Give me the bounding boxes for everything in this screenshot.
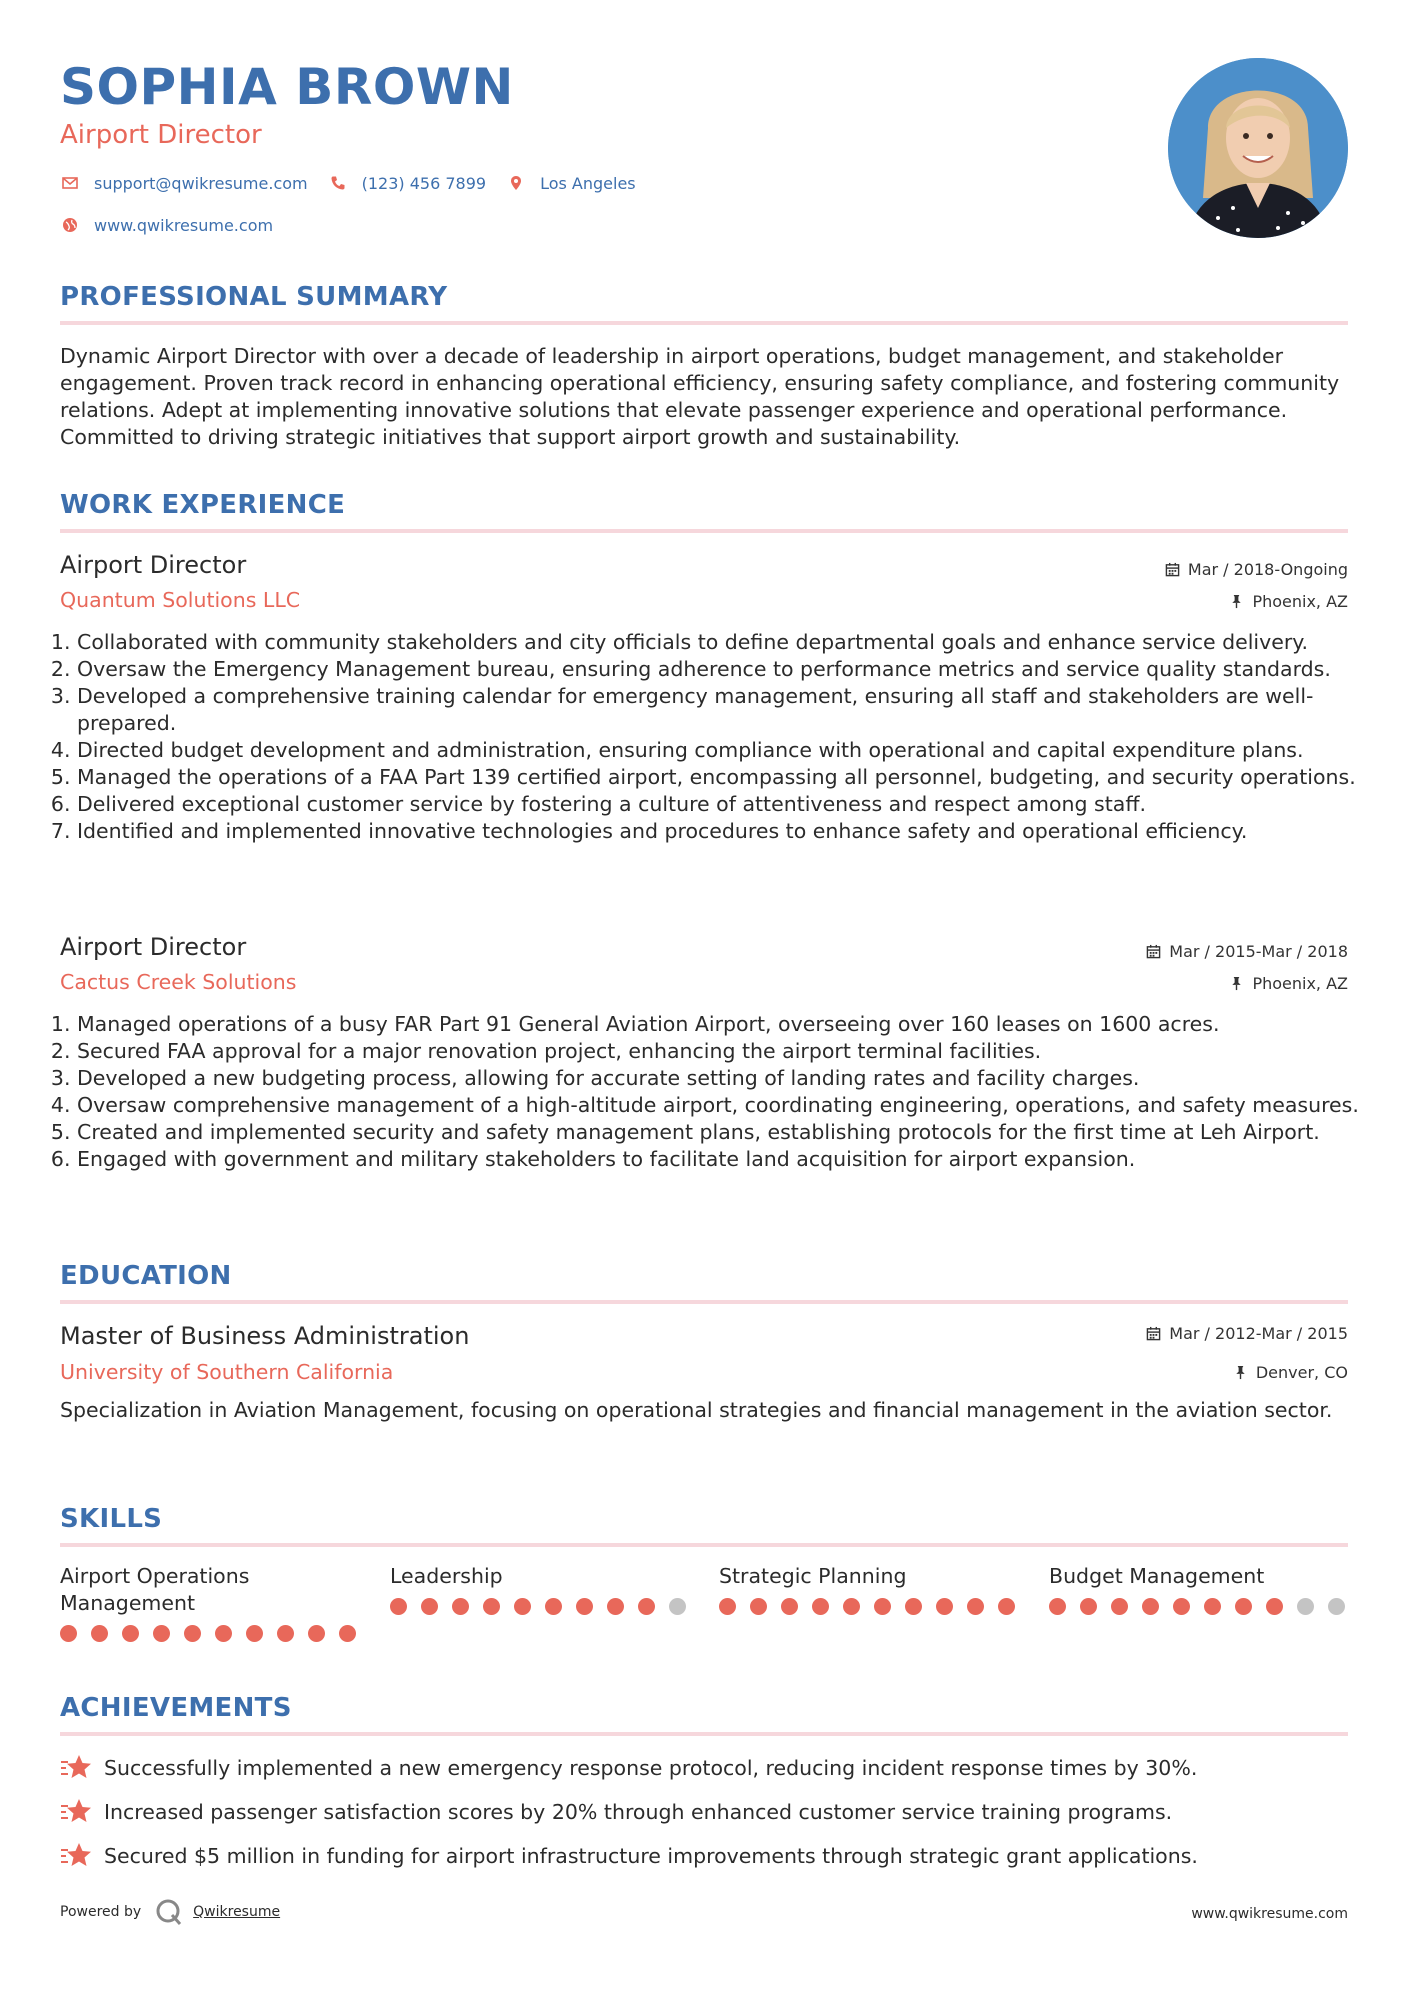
job-1-dates xyxy=(1165,560,1348,579)
skill-item xyxy=(60,1563,370,1642)
envelope-icon xyxy=(60,173,80,193)
rating-dot-filled xyxy=(452,1598,469,1615)
list-item: 4. Oversaw comprehensive management of a high-altitude airport, coordinating engineering, operations, and safety measures. xyxy=(77,1092,1365,1119)
rating-dot-filled xyxy=(545,1598,562,1615)
job-2-title: Airport Director xyxy=(60,933,247,961)
candidate-title: Airport Director xyxy=(60,120,262,150)
skill-label: Strategic Planning xyxy=(719,1564,907,1588)
contact-row-secondary xyxy=(60,215,293,235)
achievements-heading: ACHIEVEMENTS xyxy=(60,1693,292,1723)
summary-text: Dynamic Airport Director with over a decade of leadership in airport operations, budget management, and stakeholder engagement. Proven track record in enhancing operational efficiency, ensuring safety compliance, and fostering community relations. Adept at implementing innovative solutions that elevate passenger experience and operational performance. Committed to driving strategic initiatives that support airport growth and sustainability. xyxy=(60,344,1340,449)
rating-dot-filled xyxy=(607,1598,624,1615)
rating-dot-filled xyxy=(719,1598,736,1615)
rating-dot-filled xyxy=(1080,1598,1097,1615)
rating-dot-filled xyxy=(576,1598,593,1615)
skill-item xyxy=(390,1563,700,1615)
rating-dot-filled xyxy=(91,1625,108,1642)
rating-dot-empty xyxy=(1328,1598,1345,1615)
education-dates xyxy=(1146,1324,1348,1343)
achievements-divider xyxy=(60,1732,1348,1736)
list-item: 5. Created and implemented security and safety management plans, establishing protocols for the first time at Leh Airport. xyxy=(77,1119,1365,1146)
contact-website[interactable] xyxy=(60,215,273,235)
calendar-icon xyxy=(1146,1326,1161,1341)
qwikresume-logo-icon xyxy=(155,1898,183,1926)
rating-dot-filled xyxy=(750,1598,767,1615)
skill-label: Airport Operations Management xyxy=(60,1564,250,1615)
calendar-icon xyxy=(1165,562,1180,577)
list-item: 6. Delivered exceptional customer service by fostering a culture of attentiveness and respect among staff. xyxy=(77,791,1365,818)
rating-dot-filled xyxy=(905,1598,922,1615)
job-1-bullets xyxy=(60,629,1365,845)
pushpin-icon xyxy=(1229,976,1244,991)
brand-link[interactable]: Qwikresume xyxy=(193,1904,281,1920)
footer-website[interactable]: www.qwikresume.com xyxy=(1191,1906,1348,1922)
skills-divider xyxy=(60,1543,1348,1547)
list-item: 7. Identified and implemented innovative technologies and procedures to enhance safety and operational efficiency. xyxy=(77,818,1365,845)
skill-item xyxy=(1049,1563,1359,1615)
phone-icon xyxy=(328,173,348,193)
list-item: 2. Secured FAA approval for a major renovation project, enhancing the airport terminal facilities. xyxy=(77,1038,1365,1065)
phone-text: (123) 456 7899 xyxy=(361,173,487,193)
contact-phone[interactable] xyxy=(328,173,486,193)
rating-dot-filled xyxy=(874,1598,891,1615)
achievement-text: Successfully implemented a new emergency response protocol, reducing incident response times by 30%. xyxy=(104,1756,1198,1780)
rating-dot-filled xyxy=(1204,1598,1221,1615)
rating-dot-filled xyxy=(1049,1598,1066,1615)
calendar-icon xyxy=(1146,944,1161,959)
job-2-location xyxy=(1229,974,1348,993)
rating-dot-filled xyxy=(122,1625,139,1642)
rating-dot-filled xyxy=(184,1625,201,1642)
skill-label: Budget Management xyxy=(1049,1564,1265,1588)
job-1-dates-text: Mar / 2018-Ongoing xyxy=(1187,560,1348,579)
education-description: Specialization in Aviation Management, focusing on operational strategies and financial management in the aviation sector. xyxy=(60,1398,1333,1422)
rating-dot-filled xyxy=(246,1625,263,1642)
rating-dot-filled xyxy=(1111,1598,1128,1615)
star-icon xyxy=(60,1753,92,1783)
rating-dot-empty xyxy=(1297,1598,1314,1615)
job-2-dates xyxy=(1146,942,1348,961)
star-icon xyxy=(60,1797,92,1827)
rating-dot-filled xyxy=(1142,1598,1159,1615)
job-1-title: Airport Director xyxy=(60,551,247,579)
achievement-item xyxy=(60,1753,1197,1783)
rating-dot-filled xyxy=(339,1625,356,1642)
job-1-location xyxy=(1229,592,1348,611)
location-text: Los Angeles xyxy=(540,173,636,193)
contact-location xyxy=(506,173,636,193)
rating-dot-filled xyxy=(277,1625,294,1642)
rating-dot-filled xyxy=(421,1598,438,1615)
rating-dot-filled xyxy=(60,1625,77,1642)
job-2-company: Cactus Creek Solutions xyxy=(60,970,297,994)
education-location-text: Denver, CO xyxy=(1255,1363,1348,1382)
skill-rating xyxy=(390,1598,700,1615)
job-1-location-text: Phoenix, AZ xyxy=(1252,592,1348,611)
skill-label: Leadership xyxy=(390,1564,503,1588)
education-heading: EDUCATION xyxy=(60,1261,232,1291)
list-item: 3. Developed a new budgeting process, allowing for accurate setting of landing rates and facility charges. xyxy=(77,1065,1365,1092)
rating-dot-filled xyxy=(1235,1598,1252,1615)
rating-dot-filled xyxy=(1173,1598,1190,1615)
education-degree: Master of Business Administration xyxy=(60,1322,470,1350)
email-text: support@qwikresume.com xyxy=(94,173,308,193)
list-item: 5. Managed the operations of a FAA Part 139 certified airport, encompassing all personnel, budgeting, and security operations. xyxy=(77,764,1365,791)
skill-rating xyxy=(60,1625,370,1642)
rating-dot-filled xyxy=(514,1598,531,1615)
contact-email[interactable] xyxy=(60,173,308,193)
education-school: University of Southern California xyxy=(60,1360,394,1384)
rating-dot-filled xyxy=(308,1625,325,1642)
contact-row-primary xyxy=(60,173,656,193)
pushpin-icon xyxy=(1229,594,1244,609)
list-item: 1. Managed operations of a busy FAR Part 91 General Aviation Airport, overseeing over 160 leases on 1600 acres. xyxy=(77,1011,1365,1038)
rating-dot-filled xyxy=(812,1598,829,1615)
summary-heading: PROFESSIONAL SUMMARY xyxy=(60,282,448,312)
star-icon xyxy=(60,1841,92,1871)
list-item: 1. Collaborated with community stakeholders and city officials to define departmental goals and enhance service delivery. xyxy=(77,629,1365,656)
rating-dot-filled xyxy=(1266,1598,1283,1615)
achievement-item xyxy=(60,1841,1198,1871)
education-location xyxy=(1233,1363,1348,1382)
summary-divider xyxy=(60,321,1348,325)
list-item: 3. Developed a comprehensive training calendar for emergency management, ensuring all staff and stakeholders are well-prepared. xyxy=(77,683,1365,737)
list-item: 2. Oversaw the Emergency Management bureau, ensuring adherence to performance metrics and service quality standards. xyxy=(77,656,1365,683)
list-item: 4. Directed budget development and administration, ensuring compliance with operational and capital expenditure plans. xyxy=(77,737,1365,764)
job-1-company: Quantum Solutions LLC xyxy=(60,588,301,612)
rating-dot-filled xyxy=(638,1598,655,1615)
rating-dot-empty xyxy=(669,1598,686,1615)
footer-powered-by xyxy=(60,1898,280,1926)
website-text: www.qwikresume.com xyxy=(94,215,274,235)
skill-rating xyxy=(1049,1598,1359,1615)
skill-rating xyxy=(719,1598,1029,1615)
job-2-bullets xyxy=(60,1011,1365,1173)
pushpin-icon xyxy=(1233,1365,1248,1380)
skills-heading: SKILLS xyxy=(60,1504,163,1534)
rating-dot-filled xyxy=(153,1625,170,1642)
list-item: 6. Engaged with government and military stakeholders to facilitate land acquisition for airport expansion. xyxy=(77,1146,1365,1173)
globe-icon xyxy=(60,215,80,235)
experience-heading: WORK EXPERIENCE xyxy=(60,490,346,520)
rating-dot-filled xyxy=(215,1625,232,1642)
education-dates-text: Mar / 2012-Mar / 2015 xyxy=(1169,1324,1348,1343)
rating-dot-filled xyxy=(781,1598,798,1615)
powered-by-label: Powered by xyxy=(60,1904,142,1920)
education-divider xyxy=(60,1300,1348,1304)
rating-dot-filled xyxy=(390,1598,407,1615)
job-2-location-text: Phoenix, AZ xyxy=(1252,974,1348,993)
job-2-dates-text: Mar / 2015-Mar / 2018 xyxy=(1169,942,1348,961)
profile-photo xyxy=(1168,58,1348,238)
achievement-text: Secured $5 million in funding for airport infrastructure improvements through strategic grant applications. xyxy=(104,1844,1198,1868)
achievement-text: Increased passenger satisfaction scores by 20% through enhanced customer service training programs. xyxy=(104,1800,1173,1824)
achievement-item xyxy=(60,1797,1172,1827)
rating-dot-filled xyxy=(967,1598,984,1615)
map-pin-icon xyxy=(506,173,526,193)
rating-dot-filled xyxy=(843,1598,860,1615)
skill-item xyxy=(719,1563,1029,1615)
rating-dot-filled xyxy=(483,1598,500,1615)
experience-divider xyxy=(60,529,1348,533)
rating-dot-filled xyxy=(936,1598,953,1615)
rating-dot-filled xyxy=(998,1598,1015,1615)
candidate-name: SOPHIA BROWN xyxy=(60,58,514,116)
